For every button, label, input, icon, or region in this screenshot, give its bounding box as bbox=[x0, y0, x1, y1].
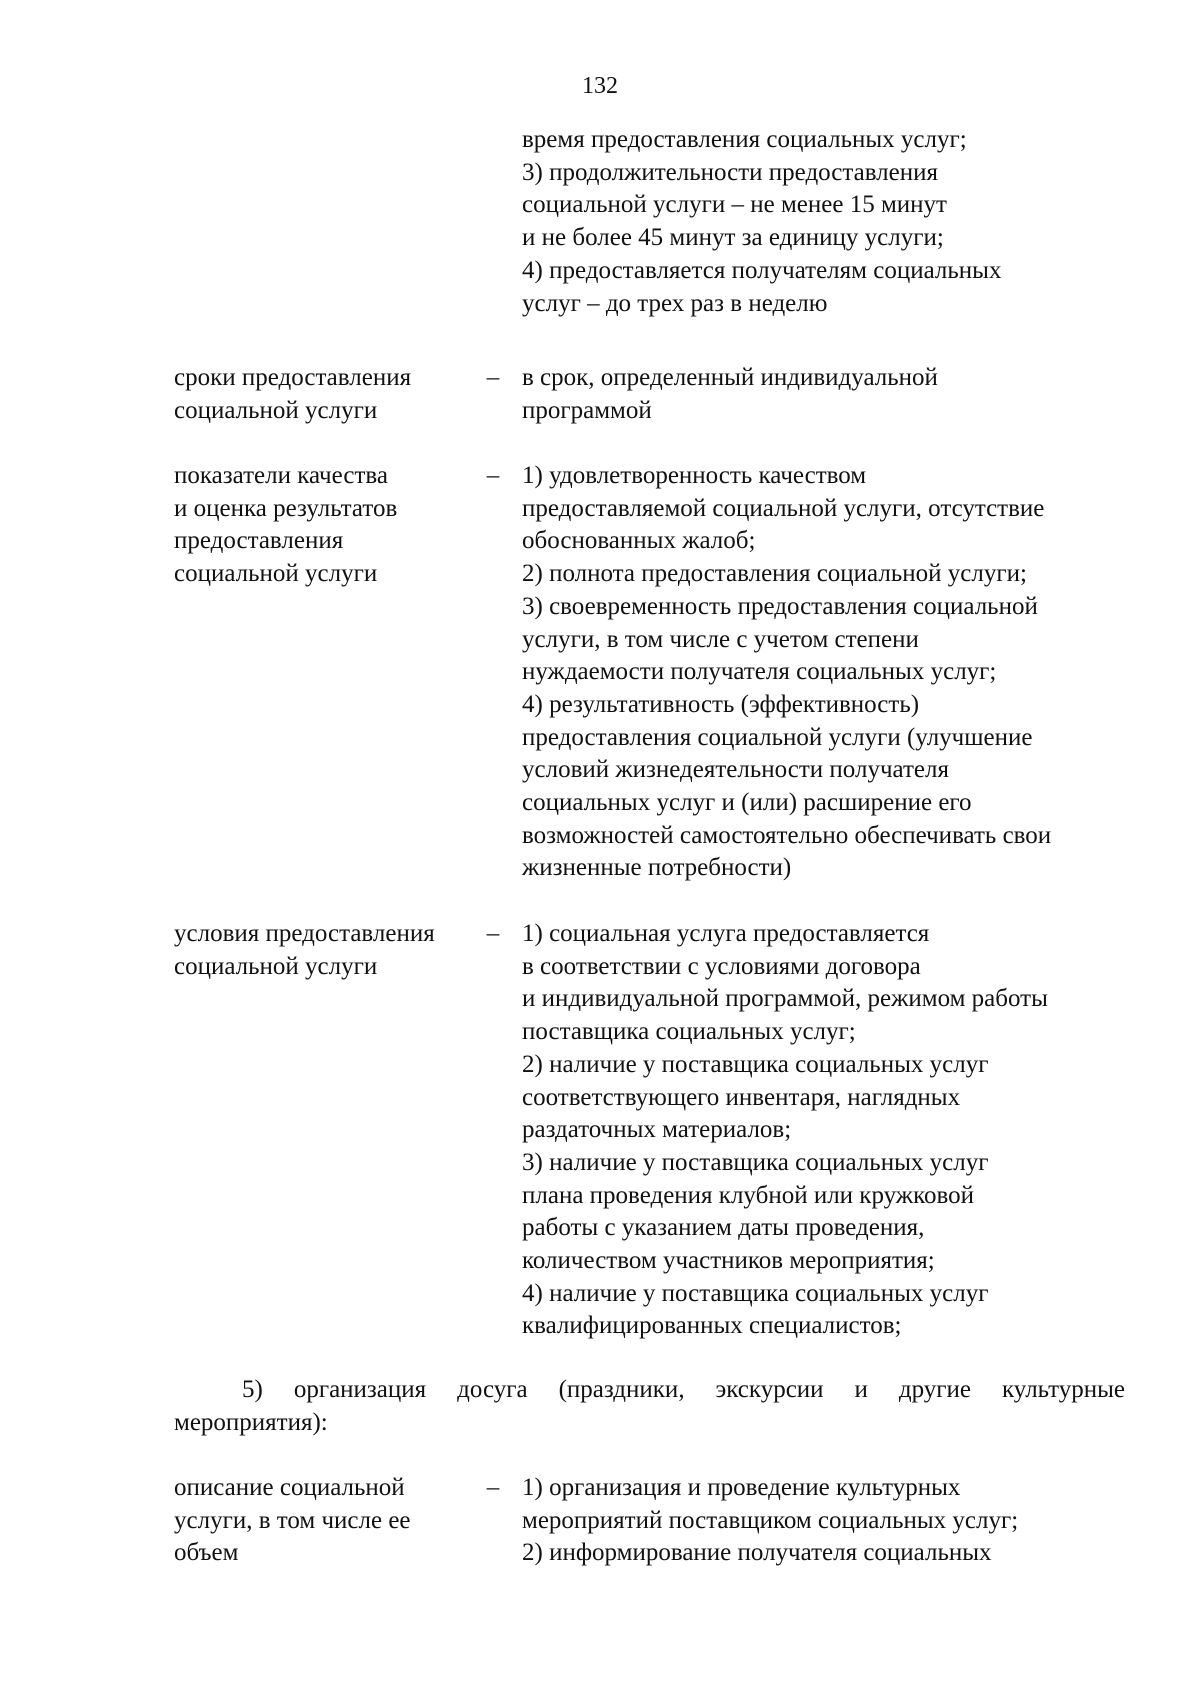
text-line: социальной услуги – не менее 15 минут bbox=[522, 191, 947, 219]
paragraph-line: мероприятия): bbox=[174, 1408, 328, 1436]
value-line: нуждаемости получателя социальных услуг; bbox=[522, 658, 997, 686]
value-line: возможностей самостоятельно обеспечивать свои bbox=[522, 821, 1052, 849]
label-line: описание социальной bbox=[174, 1474, 405, 1501]
row-value bbox=[522, 1472, 1134, 1570]
row-value bbox=[522, 460, 1134, 885]
value-line: плана проведения клубной или кружковой bbox=[522, 1181, 974, 1209]
row-dash: – bbox=[486, 920, 500, 947]
label-line: объем bbox=[174, 1539, 239, 1567]
value-line: предоставляемой социальной услуги, отсутствие bbox=[522, 494, 1045, 522]
value-line: поставщика социальных услуг; bbox=[522, 1018, 856, 1046]
page-number: 132 bbox=[582, 73, 618, 99]
value-line: количеством участников мероприятия; bbox=[522, 1247, 935, 1275]
row-dash: – bbox=[486, 364, 500, 391]
value-line: предоставления социальной услуги (улучшение bbox=[522, 723, 1033, 751]
value-line: 2) информирование получателя социальных bbox=[522, 1539, 992, 1567]
value-line: 1) организация и проведение культурных bbox=[522, 1474, 961, 1501]
label-line: предоставления bbox=[174, 527, 344, 555]
value-line: 2) полнота предоставления социальной услуги; bbox=[522, 560, 1027, 588]
text-line: услуг – до трех раз в неделю bbox=[522, 289, 828, 317]
label-line: показатели качества bbox=[174, 462, 388, 489]
value-line: 1) удовлетворенность качеством bbox=[522, 462, 867, 489]
row-service-description bbox=[174, 1472, 1134, 1570]
row-service-terms bbox=[174, 362, 1134, 427]
row-quality-indicators bbox=[174, 460, 1134, 885]
value-line: мероприятий поставщиком социальных услуг; bbox=[522, 1506, 1019, 1534]
label-line: и оценка результатов bbox=[174, 494, 398, 522]
row-label bbox=[174, 460, 464, 885]
value-line: 2) наличие у поставщика социальных услуг bbox=[522, 1050, 989, 1078]
value-line: 1) социальная услуга предоставляется bbox=[522, 920, 930, 947]
section-paragraph bbox=[174, 1374, 1125, 1439]
value-line: 4) результативность (эффективность) bbox=[522, 690, 920, 718]
value-line: и индивидуальной программой, режимом работы bbox=[522, 985, 1048, 1013]
label-line: условия предоставления bbox=[174, 920, 435, 947]
value-line: социальных услуг и (или) расширение его bbox=[522, 789, 972, 817]
value-line: программой bbox=[522, 396, 652, 424]
row-label bbox=[174, 362, 464, 427]
value-line: раздаточных материалов; bbox=[522, 1116, 792, 1144]
text-line: 3) продолжительности предоставления bbox=[522, 158, 939, 186]
value-line: 3) своевременность предоставления социальной bbox=[522, 592, 1038, 620]
value-line: жизненные потребности) bbox=[522, 854, 792, 882]
value-line: квалифицированных специалистов; bbox=[522, 1312, 902, 1340]
value-line: условий жизнедеятельности получателя bbox=[522, 756, 949, 784]
text-line: 4) предоставляется получателям социальных bbox=[522, 256, 1002, 284]
continuation-text bbox=[522, 124, 1134, 320]
row-label bbox=[174, 1472, 464, 1570]
value-line: 4) наличие у поставщика социальных услуг bbox=[522, 1279, 989, 1307]
row-service-conditions bbox=[174, 918, 1134, 1343]
value-line: соответствующего инвентаря, наглядных bbox=[522, 1083, 961, 1111]
continuation-block bbox=[174, 124, 1134, 320]
label-line: социальной услуги bbox=[174, 396, 378, 424]
value-line: в соответствии с условиями договора bbox=[522, 952, 921, 980]
row-value bbox=[522, 362, 1134, 427]
label-line: социальной услуги bbox=[174, 952, 378, 980]
row-dash: – bbox=[486, 462, 500, 489]
row-dash: – bbox=[486, 1474, 500, 1501]
row-label bbox=[174, 918, 464, 1343]
label-line: сроки предоставления bbox=[174, 364, 412, 391]
text-line: и не более 45 минут за единицу услуги; bbox=[522, 224, 944, 252]
paragraph-line: 5) организация досуга (праздники, экскурсии и другие культурные bbox=[242, 1376, 1125, 1403]
row-value bbox=[522, 918, 1134, 1343]
label-line: услуги, в том числе ее bbox=[174, 1506, 411, 1534]
label-line: социальной услуги bbox=[174, 560, 378, 588]
value-line: услуги, в том числе с учетом степени bbox=[522, 625, 919, 653]
value-line: в срок, определенный индивидуальной bbox=[522, 364, 938, 391]
value-line: работы с указанием даты проведения, bbox=[522, 1214, 925, 1242]
text-line: время предоставления социальных услуг; bbox=[522, 126, 967, 153]
value-line: обоснованных жалоб; bbox=[522, 527, 756, 555]
value-line: 3) наличие у поставщика социальных услуг bbox=[522, 1148, 989, 1176]
